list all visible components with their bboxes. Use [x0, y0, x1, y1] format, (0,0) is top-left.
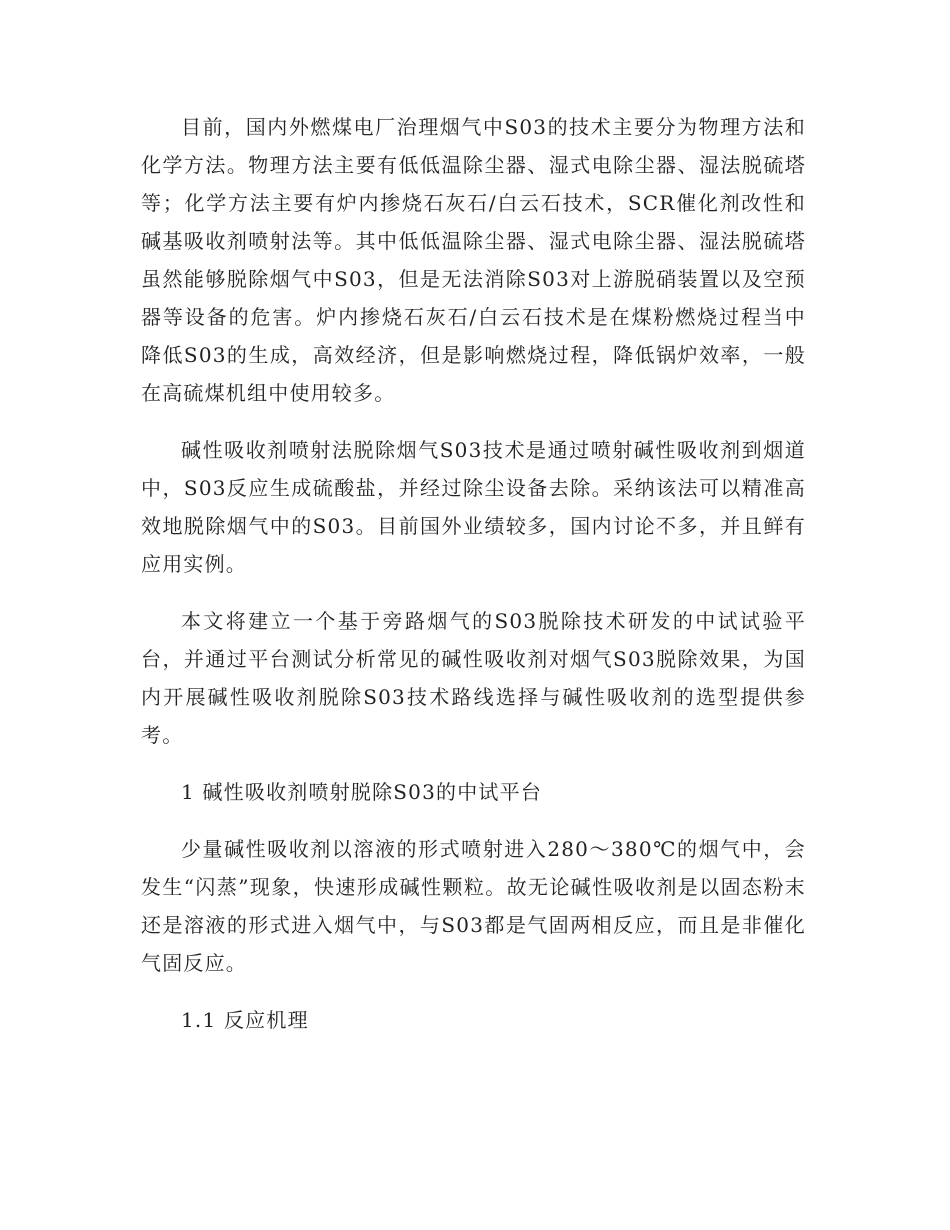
section-1-heading: 1 碱性吸收剂喷射脱除S03的中试平台 [181, 780, 543, 804]
document-body [141, 108, 806, 1058]
intro-paragraph-1: 目前，国内外燃煤电厂治理烟气中S03的技术主要分为物理方法和化学方法。物理方法主要有低低温除尘器、湿式电除尘器、湿法脱硫塔等；化学方法主要有炉内掺烧石灰石/白云石技术，SCR催化剂改性和碱基吸收剂喷射法等。其中低低温除尘器、湿式电除尘器、湿法脱硫塔虽然能够脱除烟气中S03，但是无法消除S03对上游脱硝装置以及空预器等设备的危害。炉内掺烧石灰石/白云石技术是在煤粉燃烧过程当中降低S03的生成，高效经济，但是影响燃烧过程，降低锅炉效率，一般在高硫煤机组中使用较多。 [141, 115, 806, 405]
intro-paragraph-3: 本文将建立一个基于旁路烟气的S03脱除技术研发的中试试验平台，并通过平台测试分析常见的碱性吸收剂对烟气S03脱除效果，为国内开展碱性吸收剂脱除S03技术路线选择与碱性吸收剂的选型提供参考。 [141, 609, 806, 747]
section-1-1-heading: 1.1 反应机理 [181, 1008, 309, 1032]
section-1-paragraph: 少量碱性吸收剂以溶液的形式喷射进入280～380℃的烟气中，会发生“闪蒸”现象，快速形成碱性颗粒。故无论碱性吸收剂是以固态粉末还是溶液的形式进入烟气中，与S03都是气固两相反应，而且是非催化气固反应。 [141, 837, 806, 975]
intro-paragraph-2: 碱性吸收剂喷射法脱除烟气S03技术是通过喷射碱性吸收剂到烟道中，S03反应生成硫酸盐，并经过除尘设备去除。采纳该法可以精准高效地脱除烟气中的S03。目前国外业绩较多，国内讨论不多，并且鲜有应用实例。 [141, 438, 806, 576]
